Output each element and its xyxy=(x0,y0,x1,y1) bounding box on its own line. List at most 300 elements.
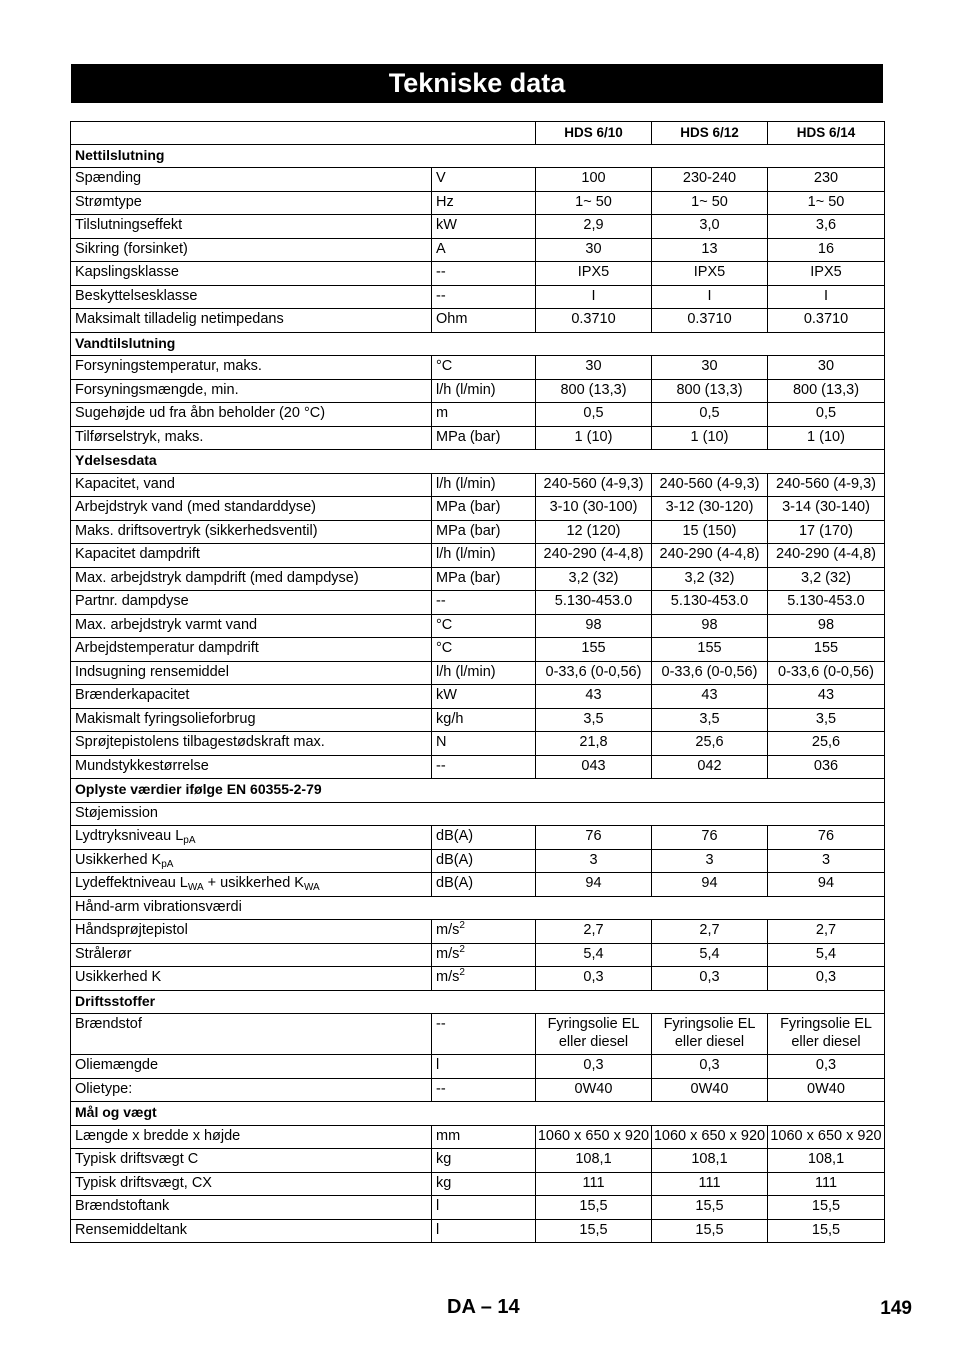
unit-superscript: 2 xyxy=(459,920,465,931)
value-cell: 3,2 (32) xyxy=(536,567,652,591)
value-cell: 21,8 xyxy=(536,732,652,756)
value-cell: 1 (10) xyxy=(536,426,652,450)
table-row xyxy=(71,309,885,333)
parameter-text: Brændstoftank xyxy=(75,1198,170,1214)
value-cell: 30 xyxy=(652,356,768,380)
unit-text: °C xyxy=(436,616,453,633)
parameter-label xyxy=(71,426,432,450)
table-row xyxy=(71,1149,885,1173)
unit-text: l/h (l/min) xyxy=(436,475,496,492)
unit-cell xyxy=(432,614,536,638)
table-row xyxy=(71,567,885,591)
unit-cell xyxy=(432,426,536,450)
parameter-text: Brænderkapacitet xyxy=(75,687,190,703)
value-cell: 230 xyxy=(768,168,885,192)
parameter-label xyxy=(71,497,432,521)
value-cell: 0,3 xyxy=(652,1055,768,1079)
parameter-label xyxy=(71,943,432,967)
parameter-text: Brændstof xyxy=(75,1016,142,1032)
parameter-label xyxy=(71,826,432,850)
parameter-label xyxy=(71,168,432,192)
value-cell: 0,3 xyxy=(536,967,652,991)
value-cell: 0-33,6 (0-0,56) xyxy=(768,661,885,685)
parameter-label xyxy=(71,638,432,662)
unit-cell xyxy=(432,1196,536,1220)
unit-text: Ohm xyxy=(436,311,468,327)
section-row xyxy=(71,779,885,803)
section-heading: Mål og vægt xyxy=(71,1102,885,1126)
unit-text: -- xyxy=(436,757,446,774)
value-cell: 0,5 xyxy=(536,403,652,427)
table-row xyxy=(71,943,885,967)
unit-text: m xyxy=(436,405,449,421)
value-cell: 13 xyxy=(652,238,768,262)
unit-cell xyxy=(432,1172,536,1196)
unit-text: Hz xyxy=(436,193,454,210)
parameter-label xyxy=(71,614,432,638)
subsection-heading: Støjemission xyxy=(71,802,885,826)
parameter-text: Typisk driftsvægt, CX xyxy=(75,1174,212,1191)
value-cell: 15,5 xyxy=(768,1196,885,1220)
unit-text: kg xyxy=(436,1174,452,1191)
table-row xyxy=(71,379,885,403)
unit-text: l xyxy=(436,1221,440,1238)
value-cell: 0-33,6 (0-0,56) xyxy=(536,661,652,685)
table-row xyxy=(71,356,885,380)
value-cell: 100 xyxy=(536,168,652,192)
value-cell: 0,5 xyxy=(652,403,768,427)
unit-text: m/s xyxy=(436,922,460,938)
table-row xyxy=(71,238,885,262)
value-cell: 108,1 xyxy=(652,1149,768,1173)
unit-superscript: 2 xyxy=(459,943,465,955)
value-cell: 155 xyxy=(536,638,652,662)
parameter-label xyxy=(71,238,432,262)
parameter-label xyxy=(71,191,432,215)
unit-cell xyxy=(432,215,536,239)
unit-text: l xyxy=(436,1198,440,1214)
value-cell: 0.3710 xyxy=(536,309,652,333)
value-cell: 3,5 xyxy=(768,708,885,732)
section-heading: Driftsstoffer xyxy=(71,990,885,1014)
unit-text: °C xyxy=(436,640,453,656)
unit-text: MPa (bar) xyxy=(436,499,501,515)
table-row xyxy=(71,544,885,568)
unit-cell xyxy=(432,849,536,873)
unit-superscript: 2 xyxy=(459,967,465,978)
unit-cell xyxy=(432,1055,536,1079)
parameter-subscript: pA xyxy=(183,835,196,846)
value-cell: 111 xyxy=(768,1172,885,1196)
value-cell: 94 xyxy=(536,873,652,897)
value-cell: Fyringsolie EL eller diesel xyxy=(768,1014,885,1055)
parameter-label xyxy=(71,520,432,544)
unit-text: kW xyxy=(436,217,457,233)
unit-cell xyxy=(432,920,536,944)
value-cell: 43 xyxy=(536,685,652,709)
parameter-subscript: WA xyxy=(187,882,204,893)
parameter-text: Sugehøjde ud fra åbn beholder (20 °C) xyxy=(75,405,326,421)
unit-text: A xyxy=(436,240,446,257)
table-row xyxy=(71,1125,885,1149)
parameter-label xyxy=(71,1014,432,1055)
value-cell: 15,5 xyxy=(652,1196,768,1220)
parameter-label xyxy=(71,1219,432,1243)
parameter-text: Kapslingsklasse xyxy=(75,264,179,280)
parameter-subscript: WA xyxy=(303,882,320,893)
unit-cell xyxy=(432,685,536,709)
table-row xyxy=(71,826,885,850)
value-cell: 0W40 xyxy=(768,1078,885,1102)
table-row xyxy=(71,168,885,192)
parameter-text: Usikkerhed K xyxy=(75,851,162,868)
value-cell: 76 xyxy=(652,826,768,850)
value-cell: 2,7 xyxy=(768,920,885,944)
value-cell: 240-560 (4-9,3) xyxy=(536,473,652,497)
value-cell: 155 xyxy=(652,638,768,662)
unit-cell xyxy=(432,661,536,685)
value-cell: IPX5 xyxy=(536,262,652,286)
value-cell: 0.3710 xyxy=(652,309,768,333)
parameter-text: Rensemiddeltank xyxy=(75,1221,188,1238)
unit-cell xyxy=(432,473,536,497)
model-header: HDS 6/10 xyxy=(536,122,652,145)
section-heading: Oplyste værdier ifølge EN 60355-2-79 xyxy=(71,779,885,803)
value-cell: 3,5 xyxy=(536,708,652,732)
section-heading: Vandtilslutning xyxy=(71,332,885,356)
unit-cell xyxy=(432,967,536,991)
parameter-label xyxy=(71,591,432,615)
parameter-text: Partnr. dampdyse xyxy=(75,593,189,609)
table-row xyxy=(71,591,885,615)
value-cell: 15,5 xyxy=(768,1219,885,1243)
unit-text: kg xyxy=(436,1151,452,1167)
section-heading: Ydelsesdata xyxy=(71,450,885,474)
value-cell: 800 (13,3) xyxy=(768,379,885,403)
spec-table xyxy=(70,121,885,1243)
parameter-label xyxy=(71,356,432,380)
parameter-text: Sprøjtepistolens tilbagestødskraft max. xyxy=(75,734,325,750)
value-cell: 1060 x 650 x 920 xyxy=(536,1125,652,1149)
table-row xyxy=(71,967,885,991)
value-cell: 5,4 xyxy=(768,943,885,967)
value-cell: 3-14 (30-140) xyxy=(768,497,885,521)
unit-text: dB(A) xyxy=(436,851,474,868)
unit-text: l/h (l/min) xyxy=(436,381,496,398)
unit-text: m/s xyxy=(436,945,460,962)
section-heading: Nettilslutning xyxy=(71,144,885,168)
table-row xyxy=(71,497,885,521)
parameter-text: Mundstykkestørrelse xyxy=(75,757,209,774)
parameter-text: Beskyttelsesklasse xyxy=(75,287,198,304)
parameter-text: Tilslutningseffekt xyxy=(75,217,183,233)
unit-cell xyxy=(432,403,536,427)
value-cell: 43 xyxy=(652,685,768,709)
unit-cell xyxy=(432,732,536,756)
parameter-text: Strømtype xyxy=(75,193,142,210)
unit-cell xyxy=(432,309,536,333)
unit-cell xyxy=(432,567,536,591)
parameter-text: Strålerør xyxy=(75,945,132,962)
value-cell: 0,5 xyxy=(768,403,885,427)
unit-cell xyxy=(432,1125,536,1149)
parameter-label xyxy=(71,685,432,709)
value-cell: 111 xyxy=(536,1172,652,1196)
parameter-text: Spænding xyxy=(75,170,142,186)
value-cell: I xyxy=(768,285,885,309)
value-cell: 30 xyxy=(768,356,885,380)
section-row xyxy=(71,332,885,356)
value-cell: 3 xyxy=(768,849,885,873)
section-row xyxy=(71,990,885,1014)
value-cell: Fyringsolie EL eller diesel xyxy=(536,1014,652,1055)
parameter-text: Håndsprøjtepistol xyxy=(75,922,188,938)
parameter-label xyxy=(71,732,432,756)
value-cell: 240-560 (4-9,3) xyxy=(652,473,768,497)
table-row xyxy=(71,873,885,897)
value-cell: 800 (13,3) xyxy=(536,379,652,403)
unit-text: l/h (l/min) xyxy=(436,663,496,680)
parameter-label xyxy=(71,567,432,591)
value-cell: 036 xyxy=(768,755,885,779)
section-row xyxy=(71,1102,885,1126)
unit-text: kg/h xyxy=(436,710,464,727)
parameter-text: Kapacitet dampdrift xyxy=(75,546,200,562)
section-row xyxy=(71,144,885,168)
table-row xyxy=(71,262,885,286)
parameter-label xyxy=(71,309,432,333)
parameter-text: Forsyningsmængde, min. xyxy=(75,381,239,398)
unit-text: dB(A) xyxy=(436,875,474,891)
unit-text: MPa (bar) xyxy=(436,522,501,539)
table-row xyxy=(71,1219,885,1243)
parameter-text: Maksimalt tilladelig netimpedans xyxy=(75,311,284,327)
unit-cell xyxy=(432,238,536,262)
parameter-text: Olietype: xyxy=(75,1080,133,1097)
parameter-label xyxy=(71,967,432,991)
value-cell: 042 xyxy=(652,755,768,779)
model-header: HDS 6/12 xyxy=(652,122,768,145)
parameter-text: Tilførselstryk, maks. xyxy=(75,428,204,445)
value-cell: 12 (120) xyxy=(536,520,652,544)
parameter-label xyxy=(71,403,432,427)
subsection-row xyxy=(71,802,885,826)
value-cell: 0.3710 xyxy=(768,309,885,333)
value-cell: 5.130-453.0 xyxy=(768,591,885,615)
unit-cell xyxy=(432,708,536,732)
value-cell: 0,3 xyxy=(768,967,885,991)
section-row xyxy=(71,450,885,474)
value-cell: 17 (170) xyxy=(768,520,885,544)
unit-text: kW xyxy=(436,687,457,703)
value-cell: 2,9 xyxy=(536,215,652,239)
table-row xyxy=(71,426,885,450)
table-header-row xyxy=(71,122,885,145)
value-cell: 76 xyxy=(536,826,652,850)
unit-cell xyxy=(432,1014,536,1055)
unit-text: °C xyxy=(436,358,453,374)
unit-text: m/s xyxy=(436,969,460,985)
value-cell: 0,3 xyxy=(652,967,768,991)
parameter-label xyxy=(71,544,432,568)
unit-text: -- xyxy=(436,287,446,304)
value-cell: 3-10 (30-100) xyxy=(536,497,652,521)
table-row xyxy=(71,1172,885,1196)
value-cell: 1~ 50 xyxy=(768,191,885,215)
parameter-text: Oliemængde xyxy=(75,1057,159,1073)
value-cell: 5.130-453.0 xyxy=(652,591,768,615)
header-blank-cell xyxy=(71,122,536,145)
unit-text: -- xyxy=(436,264,446,280)
unit-text: MPa (bar) xyxy=(436,428,501,445)
parameter-text: Max. arbejdstryk varmt vand xyxy=(75,616,258,633)
unit-text: l/h (l/min) xyxy=(436,546,496,562)
value-cell: IPX5 xyxy=(768,262,885,286)
value-cell: 5,4 xyxy=(536,943,652,967)
value-cell: 108,1 xyxy=(768,1149,885,1173)
table-row xyxy=(71,520,885,544)
parameter-label xyxy=(71,262,432,286)
value-cell: 240-560 (4-9,3) xyxy=(768,473,885,497)
unit-cell xyxy=(432,1078,536,1102)
value-cell: 1 (10) xyxy=(652,426,768,450)
value-cell: 15,5 xyxy=(536,1219,652,1243)
value-cell: 111 xyxy=(652,1172,768,1196)
parameter-subscript: pA xyxy=(161,858,174,870)
unit-text: MPa (bar) xyxy=(436,569,501,586)
unit-cell xyxy=(432,379,536,403)
value-cell: 30 xyxy=(536,356,652,380)
value-cell: 3 xyxy=(536,849,652,873)
table-row xyxy=(71,920,885,944)
value-cell: 1060 x 650 x 920 xyxy=(768,1125,885,1149)
spec-table-body xyxy=(71,122,885,1243)
value-cell: 240-290 (4-4,8) xyxy=(652,544,768,568)
value-cell: 15,5 xyxy=(536,1196,652,1220)
parameter-label xyxy=(71,1196,432,1220)
value-cell: 1060 x 650 x 920 xyxy=(652,1125,768,1149)
unit-cell xyxy=(432,262,536,286)
table-row xyxy=(71,215,885,239)
table-row xyxy=(71,191,885,215)
parameter-text: Sikring (forsinket) xyxy=(75,240,188,257)
value-cell: I xyxy=(652,285,768,309)
value-cell: 043 xyxy=(536,755,652,779)
value-cell: 240-290 (4-4,8) xyxy=(768,544,885,568)
value-cell: 30 xyxy=(536,238,652,262)
parameter-label xyxy=(71,1125,432,1149)
value-cell: 108,1 xyxy=(536,1149,652,1173)
parameter-text: Forsyningstemperatur, maks. xyxy=(75,358,262,374)
value-cell: 15,5 xyxy=(652,1219,768,1243)
value-cell: 2,7 xyxy=(652,920,768,944)
value-cell: 98 xyxy=(536,614,652,638)
value-cell: I xyxy=(536,285,652,309)
parameter-label xyxy=(71,1078,432,1102)
table-row xyxy=(71,638,885,662)
value-cell: 1~ 50 xyxy=(536,191,652,215)
value-cell: 1~ 50 xyxy=(652,191,768,215)
value-cell: 2,7 xyxy=(536,920,652,944)
value-cell: 5.130-453.0 xyxy=(536,591,652,615)
parameter-label xyxy=(71,1149,432,1173)
parameter-label xyxy=(71,215,432,239)
value-cell: 0,3 xyxy=(768,1055,885,1079)
unit-text: mm xyxy=(436,1127,461,1144)
value-cell: 3-12 (30-120) xyxy=(652,497,768,521)
value-cell: 94 xyxy=(768,873,885,897)
unit-cell xyxy=(432,168,536,192)
value-cell: 3 xyxy=(652,849,768,873)
value-cell: 98 xyxy=(768,614,885,638)
table-row xyxy=(71,661,885,685)
parameter-label xyxy=(71,755,432,779)
page-number: 149 xyxy=(880,1298,912,1319)
subsection-row xyxy=(71,896,885,920)
page-title: Tekniske data xyxy=(71,64,883,103)
parameter-text: Usikkerhed K xyxy=(75,969,162,985)
parameter-label xyxy=(71,379,432,403)
value-cell: 98 xyxy=(652,614,768,638)
unit-text: V xyxy=(436,170,446,186)
parameter-text: Max. arbejdstryk dampdrift (med dampdyse) xyxy=(75,569,359,586)
unit-cell xyxy=(432,873,536,897)
unit-text: N xyxy=(436,734,447,750)
parameter-label xyxy=(71,920,432,944)
unit-cell xyxy=(432,285,536,309)
table-row xyxy=(71,1014,885,1055)
unit-cell xyxy=(432,638,536,662)
parameter-text: Arbejdstemperatur dampdrift xyxy=(75,640,259,656)
value-cell: 0W40 xyxy=(536,1078,652,1102)
parameter-label xyxy=(71,661,432,685)
value-cell: 3,2 (32) xyxy=(768,567,885,591)
value-cell: 5,4 xyxy=(652,943,768,967)
table-row xyxy=(71,1078,885,1102)
value-cell: 155 xyxy=(768,638,885,662)
parameter-label xyxy=(71,285,432,309)
value-cell: 3,2 (32) xyxy=(652,567,768,591)
unit-cell xyxy=(432,356,536,380)
unit-cell xyxy=(432,1219,536,1243)
parameter-text: Arbejdstryk vand (med standarddyse) xyxy=(75,499,316,515)
table-row xyxy=(71,732,885,756)
unit-text: -- xyxy=(436,1080,446,1097)
table-row xyxy=(71,614,885,638)
model-header: HDS 6/14 xyxy=(768,122,885,145)
unit-cell xyxy=(432,191,536,215)
parameter-text: Kapacitet, vand xyxy=(75,475,175,492)
parameter-text: Lydtryksniveau L xyxy=(75,828,184,844)
unit-text: dB(A) xyxy=(436,828,474,844)
parameter-label xyxy=(71,873,432,897)
unit-cell xyxy=(432,520,536,544)
value-cell: 94 xyxy=(652,873,768,897)
subsection-heading: Hånd-arm vibrationsværdi xyxy=(71,896,885,920)
value-cell: 3,6 xyxy=(768,215,885,239)
value-cell: 0W40 xyxy=(652,1078,768,1102)
value-cell: 0,3 xyxy=(536,1055,652,1079)
parameter-label xyxy=(71,1172,432,1196)
value-cell: IPX5 xyxy=(652,262,768,286)
table-row xyxy=(71,1196,885,1220)
unit-cell xyxy=(432,544,536,568)
unit-text: -- xyxy=(436,1016,446,1032)
parameter-label xyxy=(71,1055,432,1079)
table-row xyxy=(71,403,885,427)
table-row xyxy=(71,285,885,309)
value-cell: Fyringsolie EL eller diesel xyxy=(652,1014,768,1055)
